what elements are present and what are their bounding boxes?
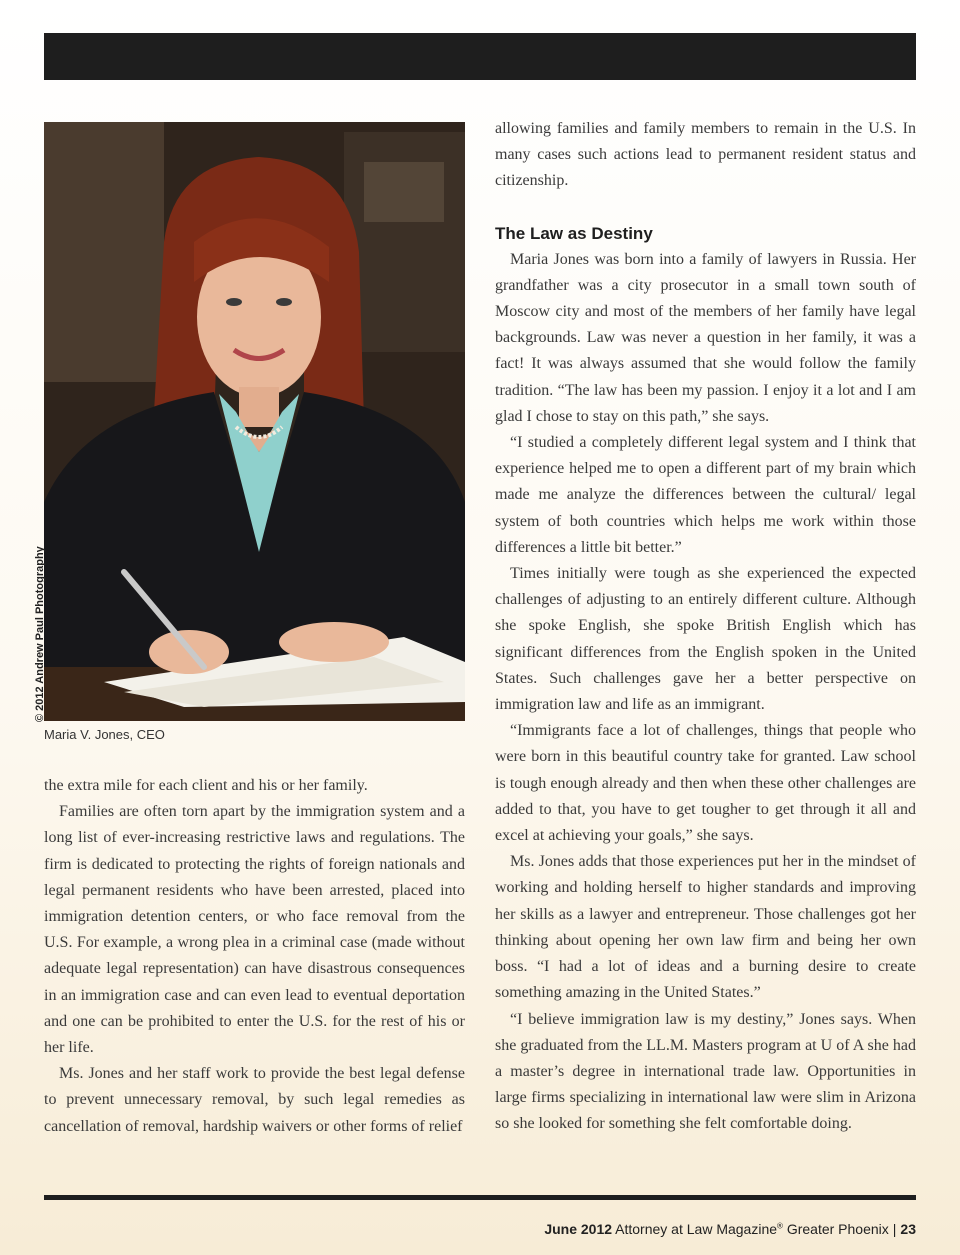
right-column	[495, 116, 916, 1138]
page-number: 23	[900, 1221, 916, 1237]
footer-magazine: Attorney at Law Magazine	[615, 1221, 778, 1237]
paragraph: Ms. Jones and her staff work to provide the best legal defense to prevent unnecessary removal, by such legal remedies as cancellation of removal, hardship waivers or other forms of relief	[44, 1065, 465, 1135]
photo-credit: © 2012 Andrew Paul Photography	[34, 546, 46, 722]
portrait-illustration	[44, 122, 465, 721]
left-column	[44, 773, 465, 1140]
section-heading: The Law as Destiny	[495, 223, 653, 243]
page-footer	[544, 1221, 916, 1237]
paragraph: Families are often torn apart by the immigration system and a long list of ever-increasing restrictive laws and regulations. The firm is dedicated to protecting the rights of foreign nationals and legal permanent residents who have been arrested, placed into immigration detention centers, or who face removal from the U.S. For example, a wrong plea in a criminal case (made without adequate legal representation) can have disastrous consequences in an immigration case and can even lead to eventual deportation and one can be prohibited to enter the U.S. for the rest of his or her life.	[44, 803, 465, 1057]
footer-date: June 2012	[544, 1221, 613, 1237]
portrait-photo	[44, 122, 465, 721]
paragraph: allowing families and family members to remain in the U.S. In many cases such actions lead to permanent resident status and citizenship.	[495, 120, 916, 190]
paragraph: “I studied a completely different legal system and I think that experience helped me to open a different part of my brain which made me analyze the differences between the cultural/ legal system of both countries which helps me work within those differences a little bit better.”	[495, 434, 916, 556]
registered-mark: ®	[777, 1221, 783, 1231]
footer-edition: Greater Phoenix	[786, 1221, 889, 1237]
paragraph: “Immigrants face a lot of challenges, things that people who were born in this beautiful country take for granted. Law school is tough enough already and then when these other challenges are added to that, you have to get tougher to get through it all and excel at achieving your goals,” she says.	[495, 722, 916, 845]
paragraph: “I believe immigration law is my destiny,” Jones says. When she graduated from the LL.M. Masters program at U of A she had a master’s degree in international trade law. Opportunities in large firms specializing in international law were slim in Arizona so she looked for something she felt comfortable doing.	[495, 1010, 916, 1133]
paragraph: Maria Jones was born into a family of lawyers in Russia. Her grandfather was a city prosecutor in a small town south of Moscow city and most of the members of her family have legal backgrounds. Law was never a question in her family, it was a fact! It was always assumed that she would follow the family tradition. “The law has been my passion. I enjoy it a lot and I am glad I chose to stay on this path,” she says.	[495, 250, 916, 425]
header-bar	[44, 33, 916, 80]
paragraph: Ms. Jones adds that those experiences put her in the mindset of working and holding herself to higher standards and improving her skills as a lawyer and entrepreneur. Those challenges got her thinking about opening her own law firm and being her own boss. “I had a lot of ideas and a burning desire to create something amazing in the United States.”	[495, 853, 916, 1002]
footer-separator: |	[892, 1221, 897, 1237]
paragraph: Times initially were tough as she experienced the expected challenges of adjusting to an entirely different culture. Although she spoke English, she spoke British English which has significant differences from the English spoken in the United States. Such challenges gave her a better perspective on immigration law and life as an immigrant.	[495, 565, 916, 714]
photo-caption: Maria V. Jones, CEO	[44, 727, 165, 742]
paragraph: the extra mile for each client and his or her family.	[44, 777, 368, 794]
footer-rule	[44, 1195, 916, 1200]
